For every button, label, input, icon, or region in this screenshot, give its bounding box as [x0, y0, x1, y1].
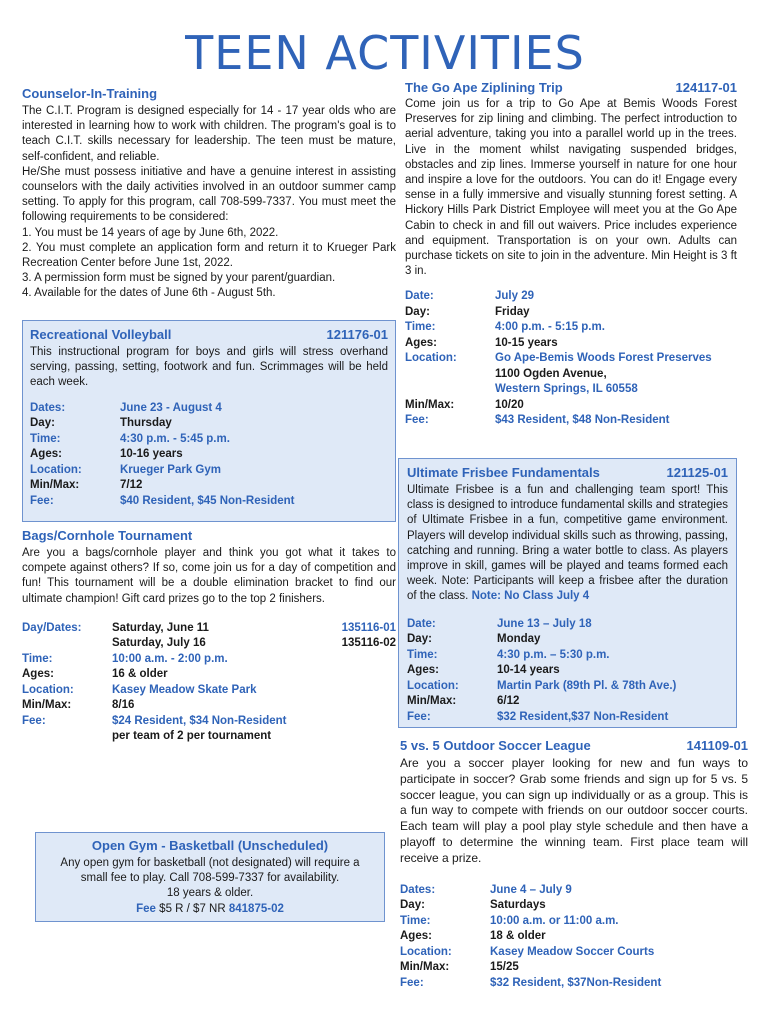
detail-label: Fee: [405, 414, 429, 427]
detail-value: 10:00 a.m. - 2:00 p.m. [112, 652, 228, 665]
detail-label: Time: [405, 321, 436, 334]
cornhole-section [22, 528, 396, 745]
detail-label: Min/Max: [400, 961, 450, 974]
soccer-title: 5 vs. 5 Outdoor Soccer League [400, 738, 591, 753]
detail-label: Location: [400, 945, 452, 958]
detail-value: June 23 - August 4 [120, 401, 222, 414]
volleyball-heading [30, 327, 388, 343]
cit-paragraph-1: The C.I.T. Program is designed especially for 14 - 17 year olds who are interested in learning how to work with children. The program's goal is to teach C.I.T. skills necessary for leadership. The teen must be mature, self-confident, and reliable. [22, 105, 396, 163]
detail-label: Ages: [400, 930, 432, 943]
detail-label: Fee: [400, 976, 424, 989]
detail-label: Time: [22, 652, 53, 665]
detail-label: Time: [400, 914, 431, 927]
detail-value: 16 & older [112, 668, 168, 681]
soccer-details [400, 883, 748, 992]
detail-row [407, 648, 728, 664]
zipline-date: July 29 [495, 290, 534, 303]
detail-value: $32 Resident,$37 Non-Resident [497, 710, 669, 723]
detail-value: 15/25 [490, 961, 519, 974]
detail-row [22, 683, 396, 699]
zipline-fee: $43 Resident, $48 Non-Resident [495, 414, 670, 427]
opengym-fee-value: $5 R / $7 NR [159, 902, 226, 915]
detail-label: Ages: [30, 448, 62, 461]
detail-row [30, 416, 388, 432]
opengym-line-2: small fee to play. Call 708-599-7337 for availability. [80, 872, 340, 885]
cornhole-fee-note-row [22, 729, 396, 745]
detail-label: Fee: [407, 710, 431, 723]
frisbee-code: 121125-01 [666, 465, 728, 480]
detail-value: Martin Park (89th Pl. & 78th Ave.) [497, 679, 677, 692]
detail-label: Min/Max: [407, 695, 457, 708]
cit-requirement-4: 4. Available for the dates of June 6th - August 5th. [22, 287, 276, 300]
frisbee-description [407, 483, 728, 605]
detail-label: Day: [407, 633, 432, 646]
frisbee-heading [407, 465, 728, 481]
detail-label: Day: [400, 899, 425, 912]
detail-value: $32 Resident, $37Non-Resident [490, 976, 662, 989]
detail-value: 10-14 years [497, 664, 560, 677]
zipline-location-2: 1100 Ogden Avenue, [495, 367, 607, 380]
detail-row [407, 663, 728, 679]
detail-label: Time: [30, 432, 61, 445]
detail-value: $24 Resident, $34 Non-Resident [112, 714, 287, 727]
soccer-section [400, 738, 748, 991]
zipline-title: The Go Ape Ziplining Trip [405, 80, 563, 95]
detail-row [22, 652, 396, 668]
detail-value: Saturday, June 11 [112, 621, 209, 634]
cit-body [22, 104, 396, 302]
detail-row [30, 478, 388, 494]
detail-row [400, 976, 748, 992]
detail-label: Fee: [22, 714, 46, 727]
detail-label: Ages: [407, 664, 439, 677]
cornhole-details [22, 621, 396, 745]
zipline-details [405, 289, 737, 429]
detail-value: Monday [497, 633, 541, 646]
detail-value: 10:00 a.m. or 11:00 a.m. [490, 914, 619, 927]
opengym-fee-label: Fee [136, 902, 156, 915]
soccer-description: Are you a soccer player looking for new and fun ways to participate in soccer? Grab some friends and sign up for 5 vs. 5 soccer league, you can sign up individually or as a group. This is a fun way to compete with friends on our outdoor soccer courts. Each team will play a pool play style schedule and then have a playoff to determine the winning team. First place team will receive a prize. [400, 756, 748, 865]
frisbee-desc-text: Ultimate Frisbee is a fun and challenging team sport! This class is designed to introduce fundamental skills and strategies of Ultimate Frisbee in a fun, competitive game environment. Players will develop individual skills such as throwing, passing, catching and running. Bring a water bottle to class. As players improve in skill, games will be played and teams formed each week. Note: Participants will keep a frisbee after the duration of the class. [407, 484, 728, 603]
cit-requirement-3: 3. A permission form must be signed by your parent/guardian. [22, 272, 336, 285]
detail-label: Dates: [30, 401, 66, 414]
detail-value: $40 Resident, $45 Non-Resident [120, 494, 295, 507]
cornhole-heading [22, 528, 396, 544]
detail-value: Krueger Park Gym [120, 463, 221, 476]
zipline-minmax: 10/20 [495, 398, 524, 411]
volleyball-details [30, 401, 388, 510]
cornhole-description: Are you a bags/cornhole player and think you got what it takes to compete against others? If so, come join us for a day of competition and fun! This tournament will be a double elimination bracket to find our ultimate champion! Gift card prizes go to the top 2 finishers. [22, 547, 396, 605]
cit-paragraph-2: He/She must possess initiative and have a genuine interest in assisting counselors with the daily activities involved in an outdoor summer camp setting. To apply for this program, call 708-599-7337. You must meet the following requirements to be considered: [22, 165, 396, 224]
detail-value: 7/12 [120, 479, 143, 492]
detail-label: Min/Max: [22, 699, 72, 712]
detail-label: Fee: [30, 494, 54, 507]
detail-row [22, 667, 396, 683]
cornhole-date-row-2 [22, 636, 396, 652]
zipline-section [405, 80, 737, 429]
opengym-box [35, 832, 385, 922]
detail-value: 18 & older [490, 930, 546, 943]
zipline-ages: 10-15 years [495, 336, 558, 349]
soccer-code: 141109-01 [686, 738, 748, 753]
cornhole-date-row-1 [22, 621, 396, 637]
cit-heading [22, 86, 396, 102]
detail-label: Location: [22, 683, 74, 696]
detail-row [22, 698, 396, 714]
detail-label: Time: [407, 648, 438, 661]
detail-value: Kasey Meadow Skate Park [112, 683, 257, 696]
detail-value: 8/16 [112, 699, 135, 712]
detail-row [407, 679, 728, 695]
detail-row [400, 929, 748, 945]
detail-value: Saturdays [490, 899, 546, 912]
zipline-day: Friday [495, 305, 530, 318]
detail-value: 4:30 p.m. - 5:45 p.m. [120, 432, 230, 445]
detail-row [30, 447, 388, 463]
page-title: TEEN ACTIVITIES [185, 26, 585, 80]
detail-row [30, 432, 388, 448]
volleyball-title: Recreational Volleyball [30, 327, 172, 342]
detail-label: Location: [407, 679, 459, 692]
opengym-fee-line [42, 902, 378, 917]
volleyball-code: 121176-01 [326, 327, 388, 342]
detail-row [400, 898, 748, 914]
detail-label: Location: [30, 463, 82, 476]
cit-requirement-2: 2. You must complete an application form and return it to Krueger Park Recreation Center before June 1st, 2022. [22, 241, 396, 270]
zipline-code: 124117-01 [675, 80, 737, 95]
zipline-description: Come join us for a trip to Go Ape at Bemis Woods Forest Preserves for zip lining and climbing. The perfect introduction to aerial adventure, taking you into a parallel world up in the trees. Live in the moment whilst navigating suspended bridges, obstacles and zip lines. Immerse yourself in nature for one hour and inspire a love for the outdoors. You can do it! Engage every sense in a fully immersive and visually stunning forest setting. A Hickory Hills Park District Employee will meet you at the Go Ape Cabin to check in and fill out waivers. Price includes experience and equipment. Transportation is on your own. Adults can purchase tickets on site to join in the adventure. Min Height is 3 ft 3 in. [405, 98, 737, 278]
detail-value: Saturday, July 16 [112, 637, 206, 650]
detail-row [22, 714, 396, 730]
detail-row [400, 883, 748, 899]
frisbee-box [398, 458, 737, 728]
cornhole-fee-note: per team of 2 per tournament [112, 730, 272, 743]
detail-label: Ages: [405, 336, 437, 349]
detail-label: Day: [30, 417, 55, 430]
detail-value: June 13 – July 18 [497, 617, 592, 630]
cornhole-code-1: 135116-01 [341, 621, 396, 634]
detail-row [30, 463, 388, 479]
frisbee-title: Ultimate Frisbee Fundamentals [407, 465, 600, 480]
detail-label: Date: [405, 290, 434, 303]
detail-label: Day/Dates: [22, 621, 82, 634]
detail-label: Day: [405, 305, 430, 318]
opengym-line-3: 18 years & older. [166, 887, 254, 900]
opengym-line-1: Any open gym for basketball (not designated) will require a [60, 857, 360, 869]
volleyball-description: This instructional program for boys and girls will stress overhand serving, passing, setting, footwork and fun. Scrimmages will be held each week. [30, 346, 388, 389]
cornhole-code-2: 135116-02 [341, 637, 396, 650]
detail-value: 4:30 p.m. – 5:30 p.m. [497, 648, 610, 661]
detail-value: 10-16 years [120, 448, 183, 461]
volleyball-box [22, 320, 396, 522]
soccer-heading [400, 738, 748, 754]
detail-row [407, 632, 728, 648]
frisbee-details [407, 617, 728, 726]
detail-row [407, 617, 728, 633]
cit-requirement-1: 1. You must be 14 years of age by June 6th, 2022. [22, 226, 279, 239]
zipline-location-3: Western Springs, IL 60558 [495, 383, 638, 396]
detail-label: Min/Max: [405, 398, 455, 411]
detail-row [407, 694, 728, 710]
detail-label: Location: [405, 352, 457, 365]
opengym-body [42, 856, 378, 917]
detail-label: Ages: [22, 668, 54, 681]
detail-row [400, 960, 748, 976]
detail-row [30, 494, 388, 510]
cit-heading-text: Counselor-In-Training [22, 86, 158, 101]
detail-label: Dates: [400, 883, 436, 896]
detail-value: Thursday [120, 417, 172, 430]
detail-row [400, 945, 748, 961]
zipline-location-1: Go Ape-Bemis Woods Forest Preserves [495, 352, 712, 365]
opengym-title: Open Gym - Basketball (Unscheduled) [91, 838, 329, 853]
cit-section [22, 86, 396, 302]
detail-row [30, 401, 388, 417]
detail-row [407, 710, 728, 726]
detail-value: June 4 – July 9 [490, 883, 572, 896]
zipline-time: 4:00 p.m. - 5:15 p.m. [495, 321, 605, 334]
detail-label: Min/Max: [30, 479, 80, 492]
zipline-heading [405, 80, 737, 96]
detail-row [400, 914, 748, 930]
detail-value: 6/12 [497, 695, 520, 708]
frisbee-note: Note: No Class July 4 [471, 590, 590, 603]
detail-value: Kasey Meadow Soccer Courts [490, 945, 655, 958]
detail-label: Date: [407, 617, 436, 630]
cornhole-title: Bags/Cornhole Tournament [22, 528, 193, 543]
opengym-code: 841875-02 [228, 902, 284, 915]
cornhole-detail-rows [22, 652, 396, 730]
